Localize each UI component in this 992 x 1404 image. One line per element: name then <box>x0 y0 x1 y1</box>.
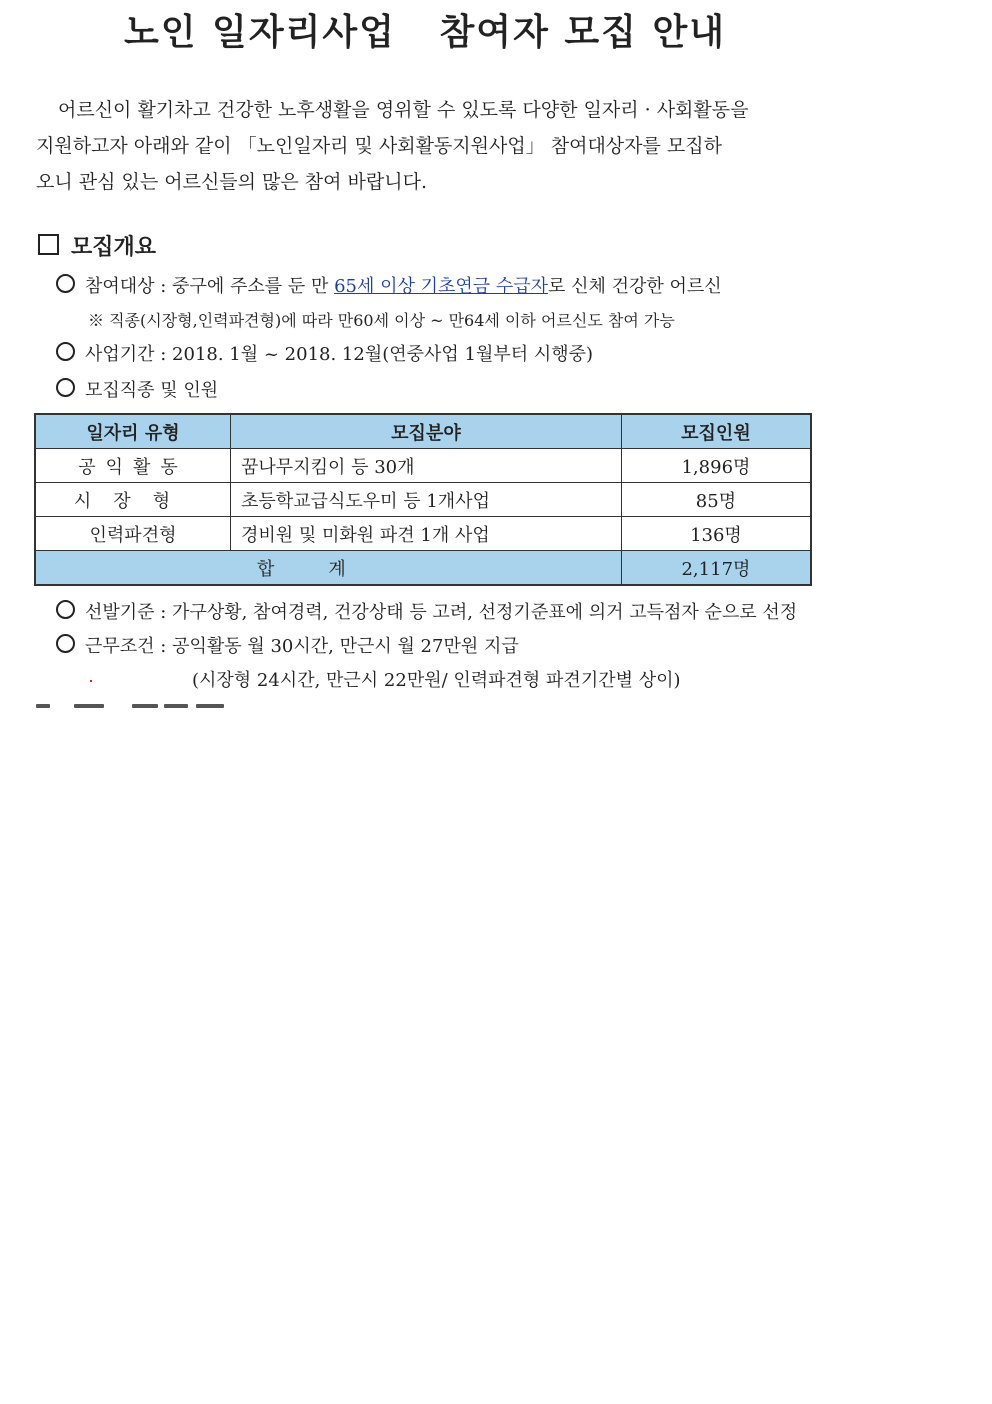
cut-off-line <box>36 704 236 714</box>
circle-bullet-icon <box>56 378 75 397</box>
conditions-item <box>56 632 519 658</box>
scan-speck <box>90 680 92 682</box>
eligibility-suffix: 로 신체 건강한 어르신 <box>548 276 722 297</box>
categories-item <box>56 376 218 402</box>
table-total-label: 합계 <box>35 551 621 586</box>
period-item <box>56 340 593 366</box>
cut-off-fragment <box>164 704 188 708</box>
table-row <box>35 483 811 517</box>
section-heading-label: 모집개요 <box>71 235 157 260</box>
table-cell-count: 1,896명 <box>621 449 811 483</box>
section-heading <box>38 230 156 261</box>
table-cell-type: 공익활동 <box>35 449 231 483</box>
circle-bullet-icon <box>56 274 75 293</box>
period-text: 사업기간 : 2018. 1월 ~ 2018. 12월(연중사업 1월부터 시행중) <box>85 344 594 365</box>
table-cell-count: 85명 <box>621 483 811 517</box>
page-title: 노인 일자리사업 참여자 모집 안내 <box>123 12 727 53</box>
table-header-field: 모집분야 <box>231 414 622 449</box>
intro-line-2: 지원하고자 아래와 같이 「노인일자리 및 사회활동지원사업」 참여대상자를 모집하 <box>36 135 722 157</box>
intro-line-3: 오니 관심 있는 어르신들의 많은 참여 바랍니다. <box>36 171 428 193</box>
eligibility-prefix: 참여대상 : 중구에 주소를 둔 만 <box>85 276 335 297</box>
conditions-text: 근무조건 : 공익활동 월 30시간, 만근시 월 27만원 지급 <box>85 636 519 657</box>
table-row <box>35 517 811 551</box>
cut-off-fragment <box>196 704 224 708</box>
cut-off-fragment <box>132 704 158 708</box>
table-total-count: 2,117명 <box>621 551 811 586</box>
circle-bullet-icon <box>56 600 75 619</box>
table-cell-count: 136명 <box>621 517 811 551</box>
circle-bullet-icon <box>56 342 75 361</box>
table-header-count: 모집인원 <box>621 414 811 449</box>
table-header-type: 일자리 유형 <box>35 414 231 449</box>
cut-off-fragment <box>36 704 50 708</box>
selection-item <box>56 598 797 624</box>
selection-text: 선발기준 : 가구상황, 참여경력, 건강상태 등 고려, 선정기준표에 의거 고득점자 순으로 선정 <box>85 602 798 623</box>
square-bullet-icon <box>38 234 59 255</box>
categories-heading: 모집직종 및 인원 <box>85 380 219 401</box>
table-row <box>35 449 811 483</box>
circle-bullet-icon <box>56 634 75 653</box>
eligibility-link[interactable]: 65세 이상 기초연금 수급자 <box>334 276 549 297</box>
table-cell-type: 인력파견형 <box>35 517 231 551</box>
recruitment-table <box>34 413 812 586</box>
intro-line-1: 어르신이 활기차고 건강한 노후생활을 영위할 수 있도록 다양한 일자리 · 사회활동을 <box>58 99 749 121</box>
table-cell-field: 경비원 및 미화원 파견 1개 사업 <box>231 517 622 551</box>
table-cell-field: 초등학교급식도우미 등 1개사업 <box>231 483 622 517</box>
table-header-row <box>35 414 811 449</box>
table-cell-field: 꿈나무지킴이 등 30개 <box>231 449 622 483</box>
table-cell-type: 시장형 <box>35 483 231 517</box>
eligibility-note: ※ 직종(시장형,인력파견형)에 따라 만60세 이상 ~ 만64세 이하 어르신도 참여 가능 <box>88 311 675 330</box>
conditions-sub: (시장형 24시간, 만근시 22만원/ 인력파견형 파견기간별 상이) <box>192 670 681 691</box>
eligibility-item <box>56 272 722 298</box>
table-total-row <box>35 551 811 586</box>
cut-off-fragment <box>74 704 104 708</box>
intro-paragraph <box>36 92 826 200</box>
